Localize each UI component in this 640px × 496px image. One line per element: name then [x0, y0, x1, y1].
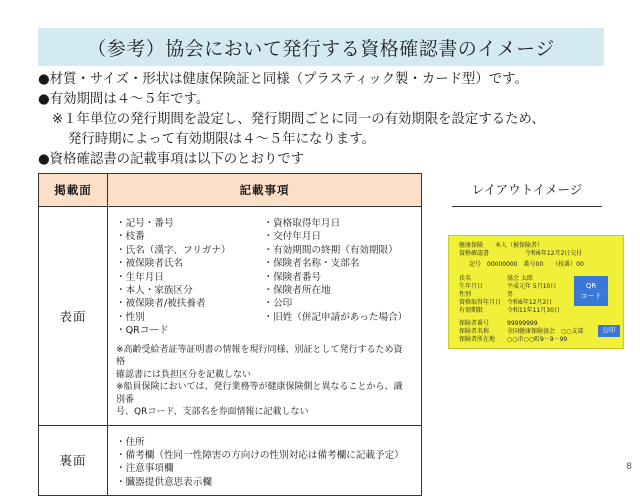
list-item: ・保険者名称・支部名	[263, 258, 360, 270]
title-banner	[38, 28, 604, 66]
list-item: ・保険者番号	[263, 271, 322, 283]
card-acquired: 資格取得年月日 令和6年12月2日	[459, 299, 553, 306]
list-item: ・枝番	[116, 231, 145, 243]
note-line: 確認書には負担区分を記載しない	[116, 369, 252, 380]
card-line-type: 健康保険 本人（被保険者）	[459, 242, 544, 249]
bullet-validity-note-1: ※１年単位の発行期間を設定し、発行期間ごとに同一の有効期限を設定するため、	[52, 112, 545, 127]
list-item: ・被保険者/被扶養者	[116, 298, 206, 310]
card-expiry: 有効期限 令和11年11月30日	[459, 307, 560, 314]
list-item: ・旧姓（併記申請があった場合）	[263, 311, 408, 323]
back-label: 裏面	[39, 425, 108, 496]
card-line-issued: 資格確認書 令和6年12月2日交付	[459, 250, 583, 257]
page-title: （参考）協会において発行する資格確認書のイメージ	[87, 37, 555, 60]
certificate-card-image	[448, 235, 624, 349]
list-item: ・本人・家族区分	[116, 285, 193, 297]
list-item: ・性別	[116, 311, 145, 323]
back-row	[39, 425, 422, 496]
bullet-validity-note-2: 発行時期によって有効期限は４～５年になります。	[68, 132, 375, 147]
list-item: ・有効期間の終期（有効期限）	[263, 244, 398, 256]
front-row	[39, 207, 422, 426]
card-name: 氏名 協会 太郎	[459, 275, 533, 282]
list-item: ・公印	[263, 298, 293, 310]
note-line: ※船員保険においては、発行業務等が健康保険側と異なることから、識別番	[116, 382, 403, 405]
header-main: 記載事項	[108, 174, 422, 207]
list-item: ・QRコード	[116, 325, 169, 337]
bullet-items: ●資格確認書の記載事項は以下のとおりです	[38, 152, 305, 167]
qr-label-1: QR	[585, 282, 597, 290]
items-table	[38, 173, 422, 496]
qr-label-2: コード	[580, 292, 602, 300]
list-item: ・交付年月日	[263, 231, 322, 243]
list-item: ・臓器提供意思表示欄	[116, 476, 212, 488]
list-item: ・氏名（漢字、フリガナ）	[116, 244, 231, 256]
front-right-list	[264, 217, 412, 338]
front-notes	[116, 344, 411, 419]
list-item: ・住所	[116, 436, 145, 448]
bullet-list	[38, 70, 628, 170]
list-item: ・資格取得年月日	[263, 218, 341, 229]
card-birth: 生年月日 平成元年 5月10日	[459, 283, 557, 290]
list-item: ・生年月日	[116, 271, 164, 283]
card-insurer-address: 保険者所在地 ○○市○○町9－9－99	[459, 336, 568, 343]
note-line: 号、QRコード、支部名を券面情報に記載しない	[116, 407, 309, 418]
list-item: ・保険者所在地	[263, 285, 331, 297]
list-item: ・備考欄（性同一性障害の方向けの性別対応は備考欄に記載予定）	[116, 450, 404, 462]
card-line-symbol-number: 記号 00000000 番号00 （枝番）00	[469, 261, 584, 268]
front-content	[108, 207, 422, 426]
bullet-validity: ●有効期間は４～５年です。	[38, 92, 210, 107]
header-side: 掲載面	[39, 174, 108, 207]
front-label: 表面	[39, 207, 108, 426]
list-item: ・被保険者氏名	[116, 258, 184, 270]
layout-image-label: レイアウトイメージ	[452, 180, 602, 207]
list-item: ・注意事項欄	[116, 463, 174, 475]
front-left-list	[116, 217, 264, 338]
card-insurer-name: 保険者名称 全国健康保険協会 ○○支部	[459, 328, 584, 335]
card-insurer-number: 保険者番号 99999999	[459, 320, 538, 327]
back-content	[108, 425, 422, 496]
table-header-row	[39, 174, 422, 207]
page-number: 8	[626, 462, 632, 472]
bullet-material: ●材質・サイズ・形状は健康保険証と同様（プラスティック製・カード型）です。	[38, 72, 528, 87]
note-line: ※高齢受給者証等証明書の情報を現行同様、別証として発行するため資格	[116, 344, 403, 368]
card-sex: 性別 男	[459, 291, 514, 298]
list-item: ・記号・番号	[116, 218, 174, 229]
official-seal: 公印	[598, 325, 620, 337]
qr-code-placeholder	[574, 276, 608, 306]
